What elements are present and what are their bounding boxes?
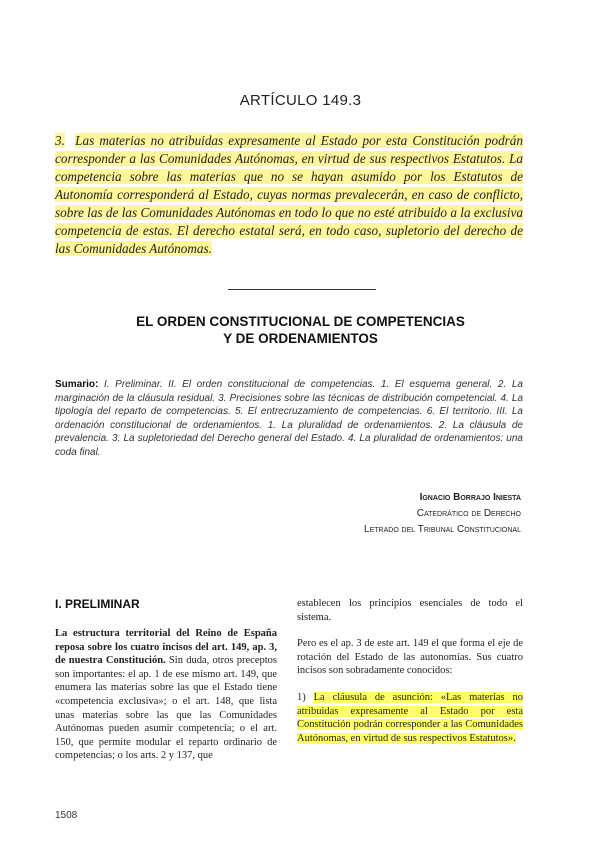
right-paragraph-2: Pero es el ap. 3 de este art. 149 el que forma el eje de rotación del Estado de las autonomías. Sus cuatro incisos son sobradamente conocidos: — [297, 638, 523, 677]
left-column — [55, 627, 277, 763]
article-body: Las materias no atribuidas expresamente al Estado por esta Constitución podrán corresponder a las Comunidades Autónomas, en virtud de sus respectivos Estatutos. La competencia sobre las materias que no se hayan asumido por los Estatutos de Autonomía corresponderá al Estado, cuyas normas prevalecerán, en caso de conflicto, sobre las de las Comunidades Autónomas en todo lo que no esté atribuido a la exclusiva competencia de estas. El derecho estatal será, en todo caso, supletorio del derecho de las Comunidades Autónomas. — [55, 133, 523, 256]
left-column-body: Sin duda, otros preceptos son importantes: el ap. 1 de ese mismo art. 149, que enumera las materias sobre las que el Estado tiene «competencia exclusiva»; o el art. 148, que lista unas materias sobre las que las Comunidades Autónomas pueden asumir competencia; o el art. 150, que permite modular el reparto ordinario de competencias; o los arts. 2 y 137, que — [55, 655, 277, 762]
summary-label: Sumario: — [55, 379, 99, 390]
page-number: 1508 — [55, 810, 78, 821]
essay-title-line-2: Y DE ORDENAMIENTOS — [223, 331, 378, 346]
clause-text: La cláusula de asunción: «Las materias no atribuidas expresamente al Estado por esta Constitución podrán corresponder a las Comunidades Autónomas, en virtud de sus respectivos Estatutos». — [297, 691, 524, 744]
article-text — [55, 132, 523, 258]
right-paragraph-3 — [297, 691, 523, 745]
author-name: Ignacio Borrajo Iniesta — [419, 492, 521, 503]
right-paragraph-1: establecen los principios esenciales de todo el sistema. — [297, 598, 523, 623]
section-heading: I. PRELIMINAR — [55, 597, 140, 611]
essay-title — [0, 313, 601, 347]
author-role-2: Letrado del Tribunal Constitucional — [364, 524, 521, 535]
left-column-lead: La estructura territorial del Reino de España reposa sobre los cuatro incisos del art. 149, ap. 3, de nuestra Constitución. — [55, 628, 277, 667]
author-role-1: Catedrático de Derecho — [416, 508, 521, 519]
section-divider — [228, 289, 376, 290]
article-number: 3. — [55, 133, 65, 148]
summary — [55, 378, 523, 460]
right-column — [297, 597, 523, 758]
summary-text: I. Preliminar. II. El orden constitucional de competencias. 1. El esquema general. 2. La marginación de la cláusula residual. 3. Precisiones sobre las técnicas de distribución competencial. 4. La tipología del reparto de competencias. 5. El entrecruzamiento de competencias. 6. El territorio. III. La ordenación constitucional de ordenamientos. 1. La pluralidad de ordenamientos. 2. La cláusula de prevalencia. 3. La supletoriedad del Derecho general del Estado. 4. La pluralidad de ordenamientos: una coda final. — [55, 379, 523, 458]
clause-number: 1) — [297, 691, 306, 703]
essay-title-line-1: EL ORDEN CONSTITUCIONAL DE COMPETENCIAS — [136, 314, 465, 329]
article-title: ARTÍCULO 149.3 — [239, 92, 362, 109]
author-block — [201, 490, 521, 538]
